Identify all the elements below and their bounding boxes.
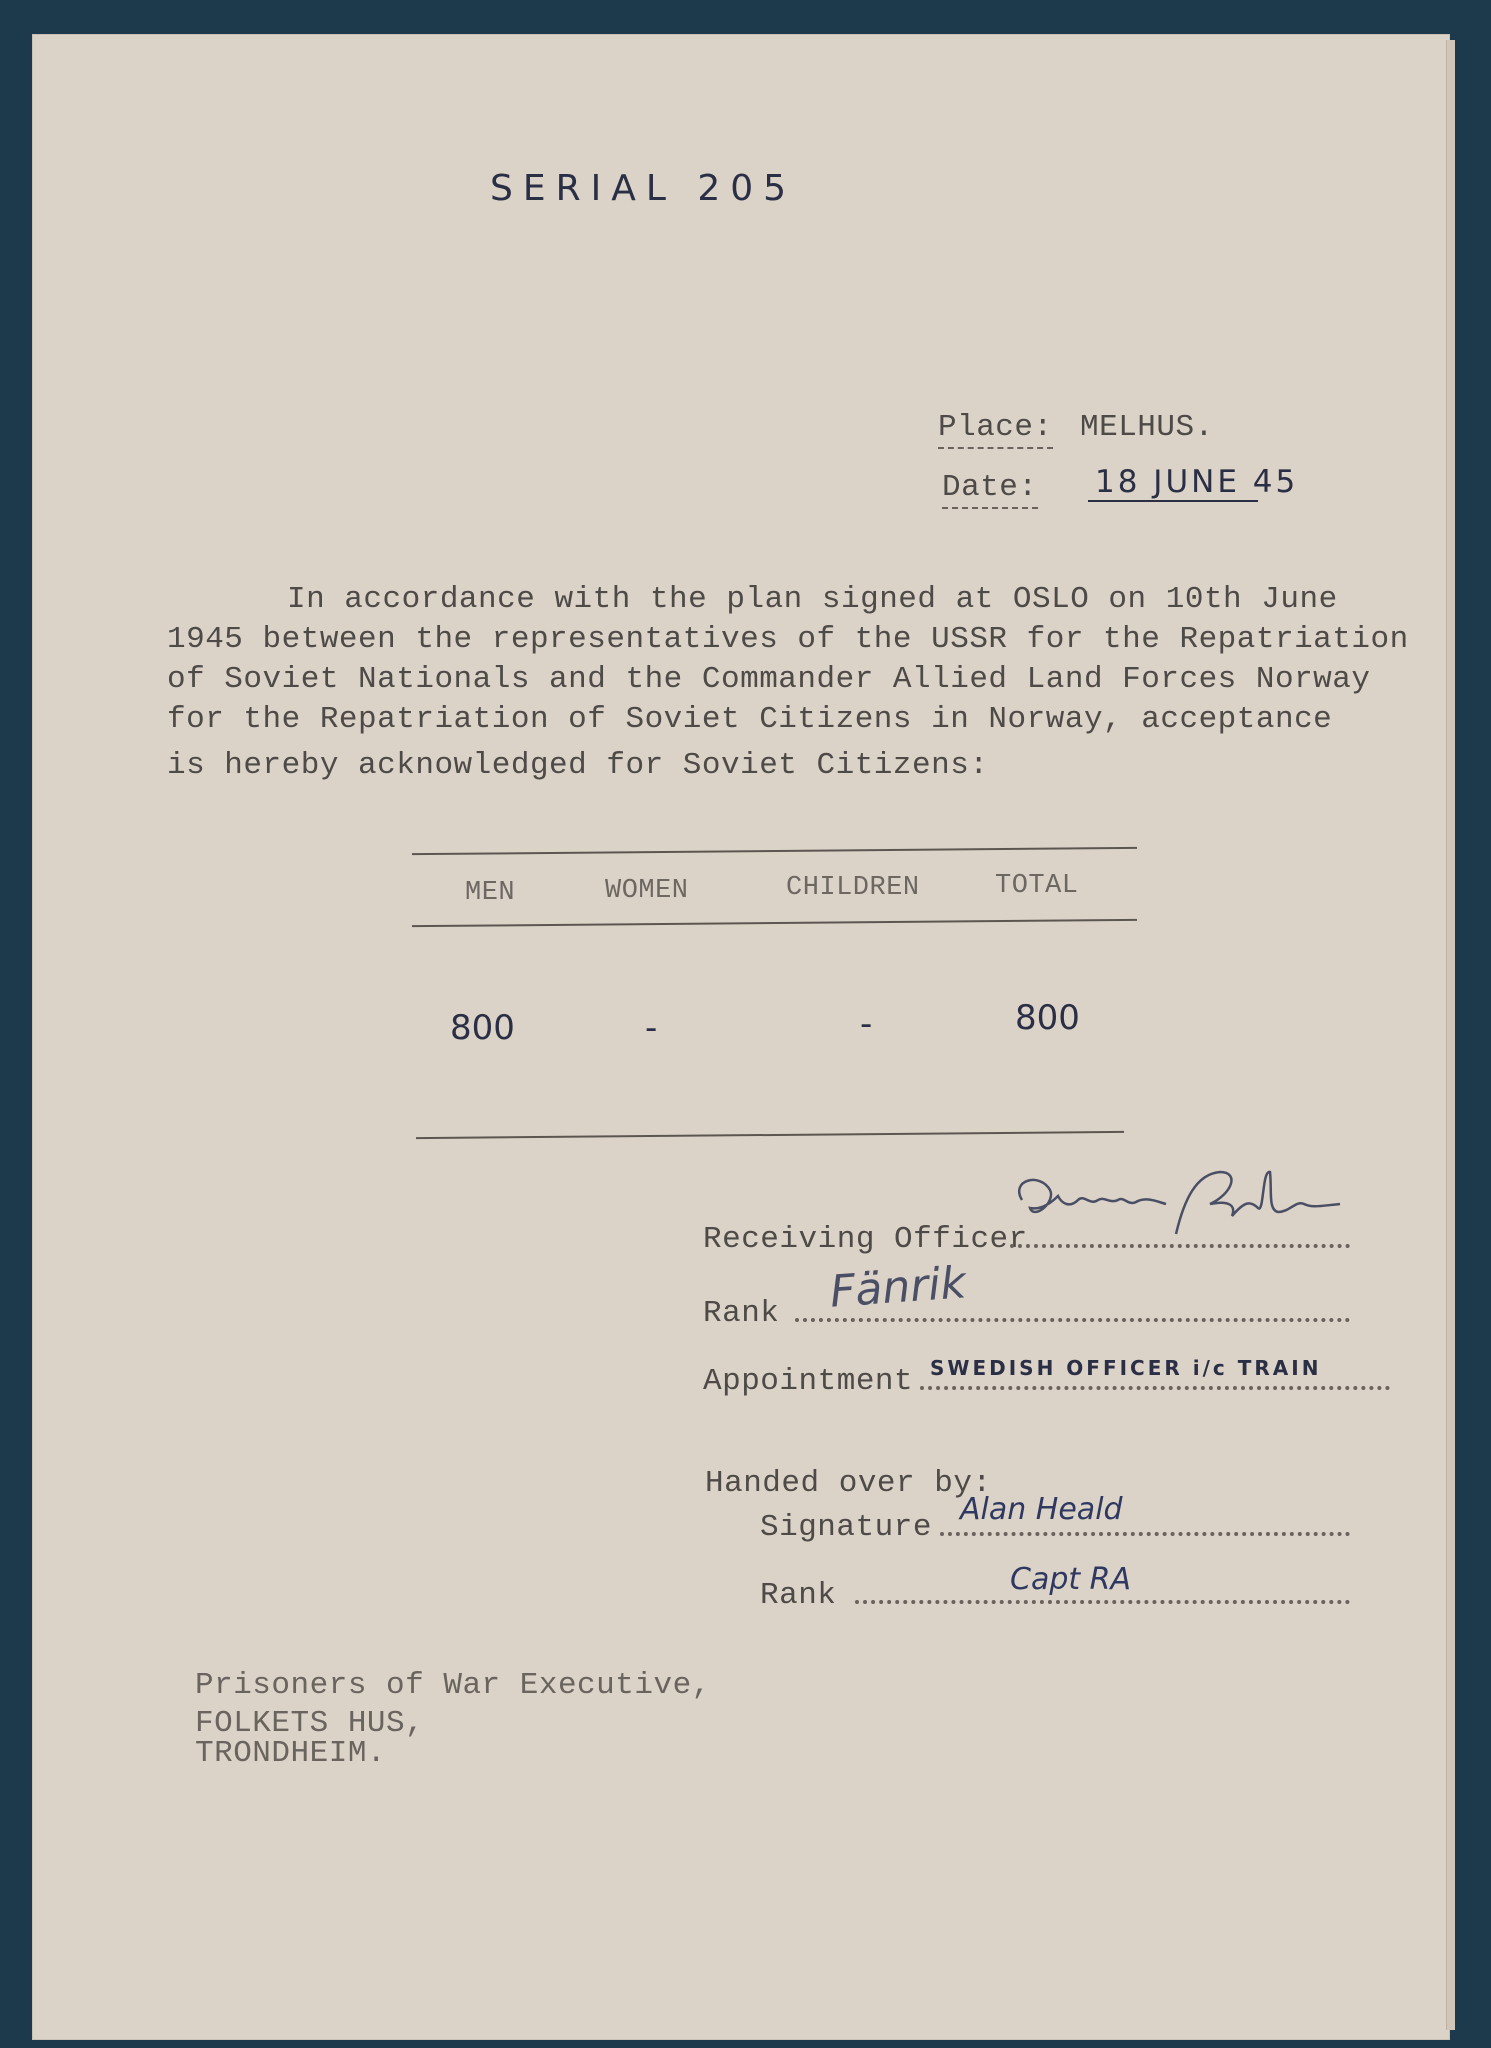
rank2-label: Rank	[760, 1578, 837, 1613]
receiving-officer-signature	[1000, 1160, 1360, 1250]
footer-line-2: FOLKETS HUS,	[195, 1706, 425, 1741]
receiving-officer-label: Receiving Officer	[703, 1222, 1028, 1257]
body-line-3: of Soviet Nationals and the Commander Allied Land Forces Norway	[167, 662, 1371, 697]
place-label: Place:	[938, 410, 1053, 445]
appointment-label: Appointment	[703, 1364, 914, 1399]
rank-value: Fänrik	[828, 1257, 968, 1318]
serial-number: SERIAL 205	[490, 168, 797, 209]
body-line-4: for the Repatriation of Soviet Citizens in Norway, acceptance	[167, 702, 1333, 737]
rank2-dots	[855, 1600, 1350, 1604]
table-value-men: 800	[450, 1008, 515, 1048]
date-label: Date:	[942, 470, 1038, 505]
table-header-total: TOTAL	[995, 871, 1079, 901]
table-header-women: WOMEN	[605, 876, 689, 906]
appointment-value: SWEDISH OFFICER i/c TRAIN	[930, 1356, 1322, 1380]
signature-value: Alan Heald	[960, 1492, 1123, 1527]
table-value-children: -	[860, 1004, 873, 1044]
place-value: MELHUS.	[1080, 410, 1214, 445]
table-header-children: CHILDREN	[786, 873, 920, 903]
signature-label: Signature	[760, 1510, 932, 1545]
page-edge	[1446, 40, 1455, 2030]
table-value-total: 800	[1015, 998, 1080, 1038]
handed-over-label: Handed over by:	[705, 1466, 992, 1501]
table-header-men: MEN	[465, 878, 516, 908]
body-line-5: is hereby acknowledged for Soviet Citizens:	[167, 748, 989, 783]
footer-line-3: TRONDHEIM.	[195, 1736, 387, 1771]
rank2-value: Capt RA	[1010, 1562, 1132, 1597]
body-line-1: In accordance with the plan signed at OSLO on 10th June	[287, 582, 1338, 617]
table-value-women: -	[645, 1008, 658, 1048]
footer-line-1: Prisoners of War Executive,	[195, 1668, 711, 1703]
signature-dots	[940, 1532, 1350, 1536]
body-line-2: 1945 between the representatives of the USSR for the Repatriation	[167, 622, 1409, 657]
rank-label: Rank	[703, 1296, 780, 1331]
appointment-dots	[920, 1386, 1390, 1390]
rank-dots	[795, 1318, 1350, 1322]
date-value: 18 JUNE 45	[1095, 464, 1299, 500]
date-underline	[1088, 500, 1258, 502]
